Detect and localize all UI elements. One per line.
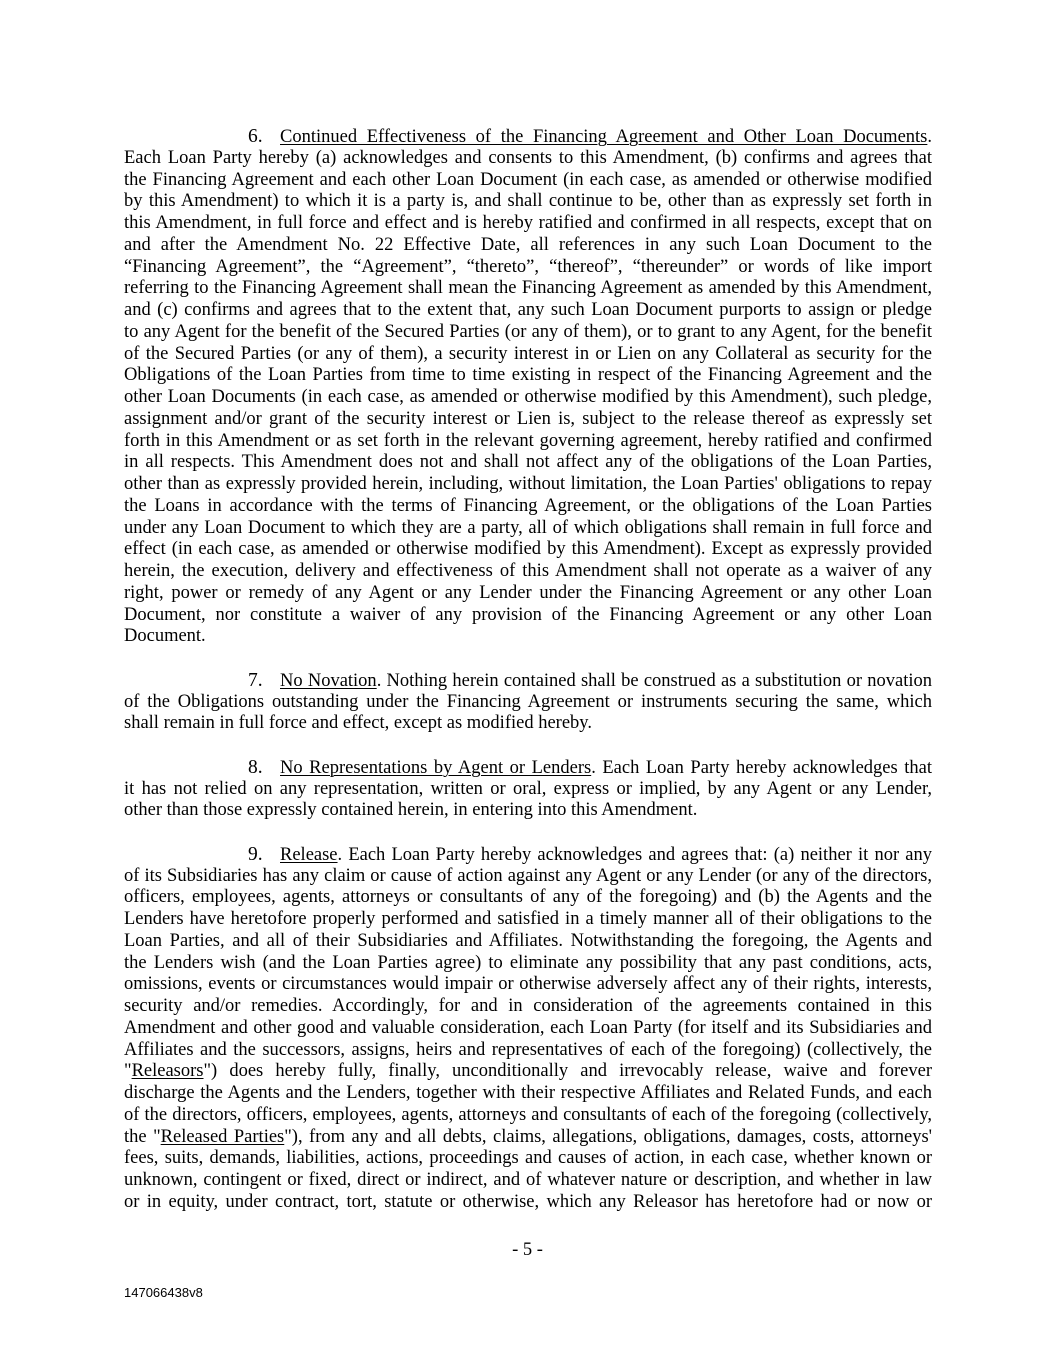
paragraph-first-line [124,757,932,779]
text-line: Document, nor constitute a waiver of any provision of the Financing Agreement or any other Loan [124,604,932,625]
text-line: it has not relied on any representation, written or oral, express or implied, by any Agent or any Lender, [124,778,932,799]
text-line: of the Obligations outstanding under the Financing Agreement or instruments securing the same, which [124,691,932,712]
text-line: or in equity, under contract, tort, statute or otherwise, which any Releasor has heretofore had or now or [124,1191,932,1212]
first-line-text: . Each Loan Party hereby acknowledges and agrees that: (a) neither it nor any [337,844,932,865]
text-line: “Financing Agreement”, the “Agreement”, “thereto”, “thereof”, “thereunder” or words of like import [124,256,932,277]
section-number: 7. [248,669,263,691]
section-heading: Release [280,844,338,865]
text-line: other Loan Documents (in each case, as amended or otherwise modified by this Amendment), such pledge, [124,387,932,407]
text-line: to any Agent for the benefit of the Secured Parties (or any of them), or to grant to any Agent, for the benefit [124,321,932,342]
text-segment: " [124,1061,132,1082]
text-line: other than as expressly provided herein, including, without limitation, the Loan Parties' obligations to repay [124,474,932,494]
first-line-text: . Nothing herein contained shall be construed as a substitution or novation [376,670,932,691]
document-body [124,126,932,1235]
first-line-text: . [927,127,932,147]
paragraph-7 [124,670,932,735]
text-line: the Financing Agreement and each other Loan Document (in each case, as amended or otherwise modified [124,169,932,190]
text-segment: ") does hereby fully, finally, unconditionally and irrevocably release, waive and forever [203,1061,932,1082]
text-line: of the directors, officers, employees, agents, attorneys and consultants of each of the foregoing (collectively, [124,1104,932,1125]
page-number: - 5 - [512,1240,543,1260]
section-number: 8. [248,756,263,778]
text-line: the Lenders wish (and the Loan Parties agree) to eliminate any possibility that any past conditions, acts, [124,952,932,973]
section-heading: Continued Effectiveness of the Financing Agreement and Other Loan Documents [280,127,928,147]
text-line: effect (in each case, as amended or otherwise modified by this Amendment). Except as expressly provided [124,539,932,560]
text-line: of its Subsidiaries has any claim or cause of action against any Agent or any Lender (or any of the directors, [124,865,932,886]
paragraph-9 [124,844,932,1214]
text-line-defined-term [124,1127,932,1149]
text-line: this Amendment, in full force and effect and is hereby ratified and confirmed in all respects, except that on [124,213,932,233]
text-line: under any Loan Document to which they are a party, all of which obligations shall remain in full force and [124,517,932,538]
text-line: and after the Amendment No. 22 Effective Date, all references in any such Loan Document to the [124,234,932,255]
text-line: referring to the Financing Agreement shall mean the Financing Agreement as amended by this Amendment, [124,278,932,299]
text-line: shall remain in full force and effect, except as modified hereby. [124,713,592,734]
text-line: of the Secured Parties (or any of them), a security interest in or Lien on any Collateral as security for the [124,343,932,364]
text-line: other than those expressly contained herein, in entering into this Amendment. [124,800,698,821]
text-line: unknown, contingent or fixed, direct or indirect, and of whatever nature or description, and whether in law [124,1170,932,1190]
text-segment: "), from any and all debts, claims, allegations, obligations, damages, costs, attorneys' [284,1126,933,1147]
text-line: the Loans in accordance with the terms of Financing Agreement, or the obligations of the Loan Parties [124,495,932,516]
document-id-footer: 147066438v8 [124,1285,203,1300]
defined-term-released-parties: Released Parties [160,1126,285,1147]
text-line: right, power or remedy of any Agent or any Lender under the Financing Agreement or any other Loan [124,582,932,603]
text-line: forth in this Amendment or as set forth in the relevant governing agreement, hereby ratified and confirmed [124,430,932,451]
text-line: discharge the Agents and the Lenders, together with their respective Affiliates and Related Funds, and each [124,1083,932,1103]
text-line: herein, the execution, delivery and effectiveness of this Amendment shall not operate as a waiver of any [124,561,932,581]
section-heading: No Novation [280,670,377,691]
text-line: omissions, events or circumstances would impair or otherwise adversely affect any of their rights, interests, [124,974,932,995]
paragraph-first-line [124,126,932,148]
text-line: Obligations of the Loan Parties from time to time existing in respect of the Financing Agreement and the [124,365,932,386]
text-line: assignment and/or grant of the security interest or Lien is, subject to the release thereof as expressly set [124,408,932,429]
text-line: Affiliates and the successors, assigns, heirs and representatives of each of the foregoing) (collectively, the [124,1039,932,1060]
defined-term-releasors: Releasors [131,1061,204,1082]
text-line: Document. [124,626,206,647]
paragraph-first-line [124,844,932,866]
text-line: and (c) confirms and agrees that to the extent that, any such Loan Document purports to assign or pledge [124,300,932,320]
section-heading: No Representations by Agent or Lenders [280,757,592,778]
paragraph-8 [124,757,932,822]
text-line: Each Loan Party hereby (a) acknowledges and consents to this Amendment, (b) confirms and agrees that [124,147,932,168]
text-segment: the " [124,1126,161,1147]
section-number: 6. [248,126,263,147]
paragraph-first-line [124,670,932,692]
paragraph-6 [124,126,932,648]
text-line: Loan Parties, and all of their Subsidiaries and Affiliates. Notwithstanding the foregoing, the Agents and [124,930,932,951]
first-line-text: . Each Loan Party hereby acknowledges that [591,757,932,778]
text-line: in all respects. This Amendment does not and shall not affect any of the obligations of the Loan Parties, [124,452,932,473]
text-line: officers, employees, agents, attorneys or consultants of any of the foregoing) and (b) the Agents and the [124,887,932,908]
section-number: 9. [248,843,263,865]
text-line: Amendment and other good and valuable consideration, each Loan Party (for itself and its Subsidiaries and [124,1017,932,1038]
text-line-defined-term [124,1061,932,1083]
text-line: security and/or remedies. Accordingly, for and in consideration of the agreements contained in this [124,996,932,1016]
text-line: Lenders have heretofore properly performed and satisfied in a timely manner all of their obligations to the [124,909,932,929]
text-line: by this Amendment) to which it is a party is, and shall continue to be, other than as expressly set forth in [124,191,932,212]
text-line: fees, suits, demands, liabilities, actions, proceedings and causes of action, in each case, whether known or [124,1148,932,1169]
